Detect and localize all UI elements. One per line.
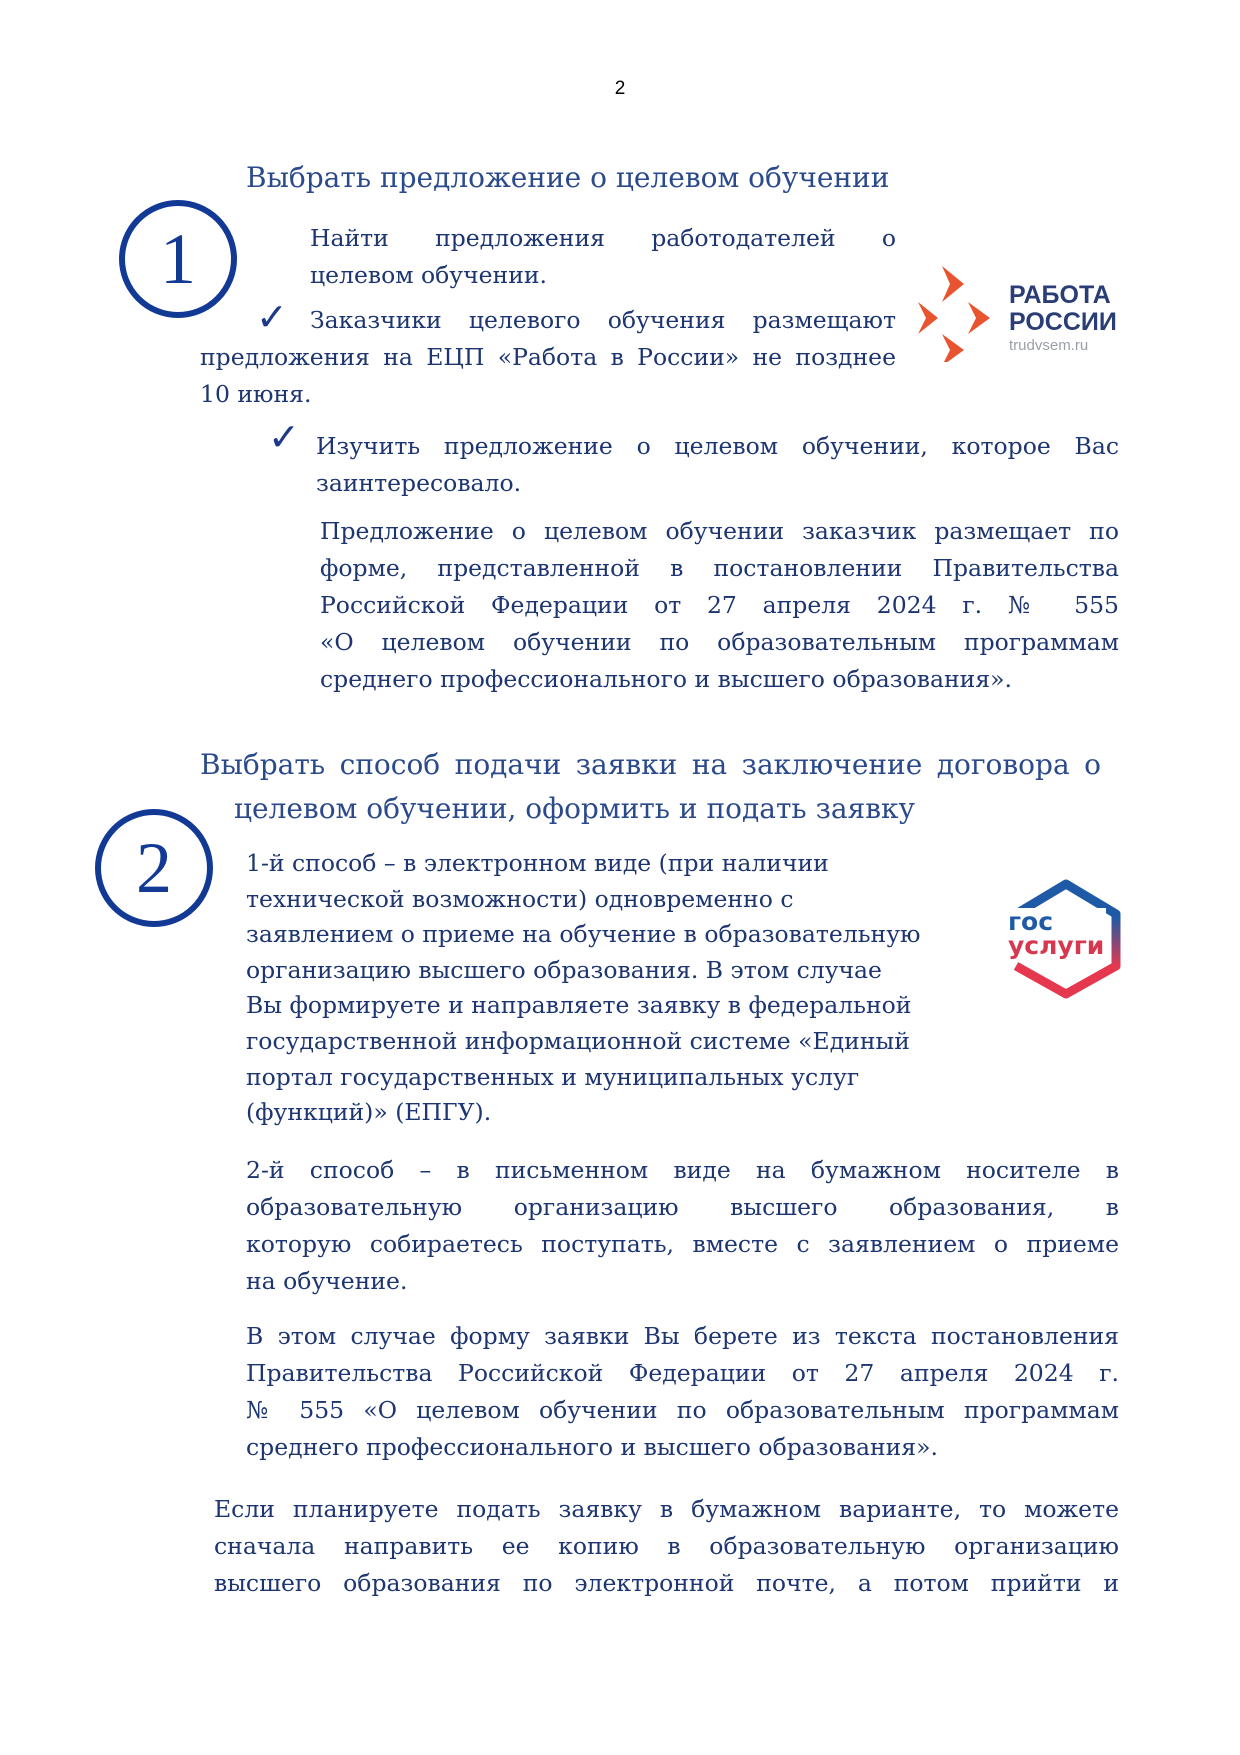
text-line: Российской Федерации от 27 апреля 2024 г. № 555 — [320, 591, 1119, 619]
text-line: 1-й способ – в электронном виде (при наличии — [246, 849, 829, 877]
text-line: среднего профессионального и высшего образования». — [320, 665, 1012, 693]
text-line: № 555 «О целевом обучении по образовательным программам — [246, 1396, 1119, 1424]
text-line: технической возможности) одновременно с — [246, 884, 794, 913]
step-number: 1 — [160, 218, 196, 299]
text-line: заинтересовало. — [316, 469, 522, 497]
text-line: «О целевом обучении по образовательным программам — [320, 628, 1119, 656]
checkmark-icon: ✓ — [268, 415, 300, 459]
gosuslugi-logo — [1002, 874, 1130, 1002]
text-line: которую собираетесь поступать, вместе с заявлением о приеме — [246, 1230, 1119, 1258]
logo-site: trudvsem.ru — [1009, 337, 1089, 354]
text-line: государственной информационной системе «Единый — [246, 1026, 910, 1055]
text-line: Изучить предложение о целевом обучении, которое Вас — [316, 432, 1119, 460]
way1-paragraph — [246, 846, 921, 1131]
text-line: Заказчики целевого обучения размещают — [310, 306, 896, 334]
step-number-circle-1 — [119, 200, 237, 318]
section1-heading: Выбрать предложение о целевом обучении — [246, 161, 890, 194]
text-line: форме, представленной в постановлении Правительства — [320, 554, 1119, 582]
logo-text: услуги — [1008, 931, 1105, 960]
section2-heading: целевом обучении, оформить и подать заявку — [234, 792, 915, 825]
text-line: на обучение. — [246, 1267, 408, 1295]
text-line: среднего профессионального и высшего образования». — [246, 1433, 938, 1461]
rabota-rossii-logo — [912, 262, 1132, 362]
text-line: Правительства Российской Федерации от 27 апреля 2024 г. — [246, 1359, 1119, 1387]
section2-heading: Выбрать способ подачи заявки на заключение договора о — [200, 748, 1101, 781]
text-line: Вы формируете и направляете заявку в федеральной — [246, 991, 912, 1020]
text-line: организацию высшего образования. В этом случае — [246, 955, 882, 984]
text-line: образовательную организацию высшего образования, в — [246, 1193, 1119, 1221]
step-number: 2 — [136, 827, 172, 908]
text-line: Предложение о целевом обучении заказчик размещает по — [320, 517, 1119, 545]
text-line: 10 июня. — [200, 380, 312, 408]
logo-text: РАБОТА — [1009, 281, 1111, 309]
logo-text: гос — [1008, 907, 1054, 936]
text-line: Найти предложения работодателей о — [310, 224, 896, 252]
text-line: (функций)» (ЕПГУ). — [246, 1098, 492, 1127]
step-number-circle-2 — [95, 809, 213, 927]
text-line: высшего образования по электронной почте, а потом прийти и — [214, 1569, 1119, 1597]
text-line: Если планируете подать заявку в бумажном варианте, то можете — [214, 1495, 1119, 1523]
checkmark-icon: ✓ — [256, 295, 288, 339]
page-number: 2 — [614, 78, 626, 99]
text-line: заявлением о приеме на обучение в образовательную — [246, 920, 921, 949]
text-line: 2-й способ – в письменном виде на бумажном носителе в — [246, 1156, 1119, 1184]
logo-text: РОССИИ — [1009, 308, 1117, 336]
text-line: сначала направить ее копию в образовательную организацию — [214, 1532, 1119, 1560]
text-line: предложения на ЕЦП «Работа в России» не позднее — [200, 343, 896, 371]
text-line: портал государственных и муниципальных услуг — [246, 1062, 860, 1091]
text-line: В этом случае форму заявки Вы берете из текста постановления — [246, 1322, 1119, 1350]
text-line: целевом обучении. — [310, 261, 548, 289]
